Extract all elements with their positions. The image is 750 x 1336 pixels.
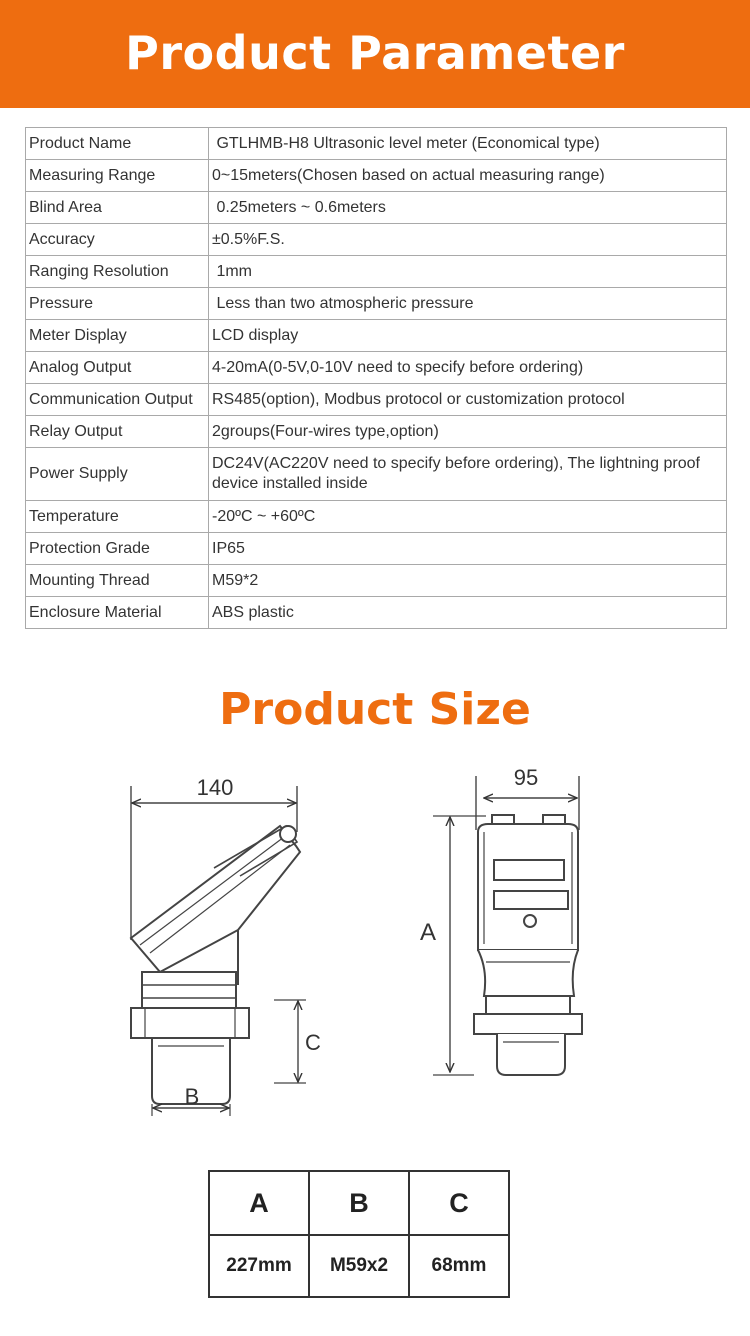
param-label: Pressure <box>26 288 209 320</box>
page-title: Product Parameter <box>125 26 625 80</box>
param-value: 1mm <box>209 256 727 288</box>
dimension-label-140: 140 <box>196 775 234 800</box>
param-label: Blind Area <box>26 192 209 224</box>
param-value: ±0.5%F.S. <box>209 224 727 256</box>
dimension-header-b: B <box>309 1171 409 1235</box>
param-label: Meter Display <box>26 320 209 352</box>
dimension-value-c: 68mm <box>409 1235 509 1297</box>
product-size-title: Product Size <box>219 684 531 735</box>
dimension-label-a: A <box>419 919 437 946</box>
table-row <box>26 320 727 352</box>
header-banner <box>0 0 750 108</box>
dimension-drawing <box>0 750 750 1130</box>
dimension-label-b: B <box>184 1084 200 1109</box>
table-row <box>26 501 727 533</box>
param-value: IP65 <box>209 533 727 565</box>
param-value: 2groups(Four-wires type,option) <box>209 416 727 448</box>
param-value: ABS plastic <box>209 597 727 629</box>
param-label: Ranging Resolution <box>26 256 209 288</box>
param-label: Enclosure Material <box>26 597 209 629</box>
table-row <box>26 256 727 288</box>
parameter-table <box>25 127 727 629</box>
param-value: RS485(option), Modbus protocol or customization protocol <box>209 384 727 416</box>
side-view-drawing <box>131 786 306 1116</box>
table-row <box>26 192 727 224</box>
table-row <box>26 533 727 565</box>
table-row <box>26 384 727 416</box>
param-value: LCD display <box>209 320 727 352</box>
table-row <box>26 416 727 448</box>
param-value: GTLHMB-H8 Ultrasonic level meter (Economical type) <box>209 128 727 160</box>
table-row <box>26 352 727 384</box>
param-label: Mounting Thread <box>26 565 209 597</box>
param-value: M59*2 <box>209 565 727 597</box>
table-row <box>26 448 727 501</box>
param-label: Temperature <box>26 501 209 533</box>
param-value: 0~15meters(Chosen based on actual measuring range) <box>209 160 727 192</box>
dimension-label-c: C <box>305 1030 321 1055</box>
dimension-value-a: 227mm <box>209 1235 309 1297</box>
param-label: Analog Output <box>26 352 209 384</box>
param-label: Measuring Range <box>26 160 209 192</box>
dimension-header-a: A <box>209 1171 309 1235</box>
table-row <box>209 1171 509 1235</box>
dimension-table <box>208 1170 510 1298</box>
param-label: Product Name <box>26 128 209 160</box>
table-row <box>26 160 727 192</box>
param-value: Less than two atmospheric pressure <box>209 288 727 320</box>
param-label: Protection Grade <box>26 533 209 565</box>
dimension-header-c: C <box>409 1171 509 1235</box>
dimension-value-b: M59x2 <box>309 1235 409 1297</box>
param-value: DC24V(AC220V need to specify before ordering), The lightning proof device installed inside <box>209 448 727 501</box>
table-row <box>26 128 727 160</box>
param-label: Relay Output <box>26 416 209 448</box>
param-label: Power Supply <box>26 448 209 501</box>
param-value: 0.25meters ~ 0.6meters <box>209 192 727 224</box>
param-label: Accuracy <box>26 224 209 256</box>
param-value: -20ºC ~ +60ºC <box>209 501 727 533</box>
front-view-drawing <box>433 776 582 1075</box>
table-row <box>26 565 727 597</box>
table-row <box>26 288 727 320</box>
param-value: 4-20mA(0-5V,0-10V need to specify before ordering) <box>209 352 727 384</box>
dimension-label-95: 95 <box>513 765 539 790</box>
table-row <box>26 224 727 256</box>
table-row <box>26 597 727 629</box>
table-row <box>209 1235 509 1297</box>
param-label: Communication Output <box>26 384 209 416</box>
